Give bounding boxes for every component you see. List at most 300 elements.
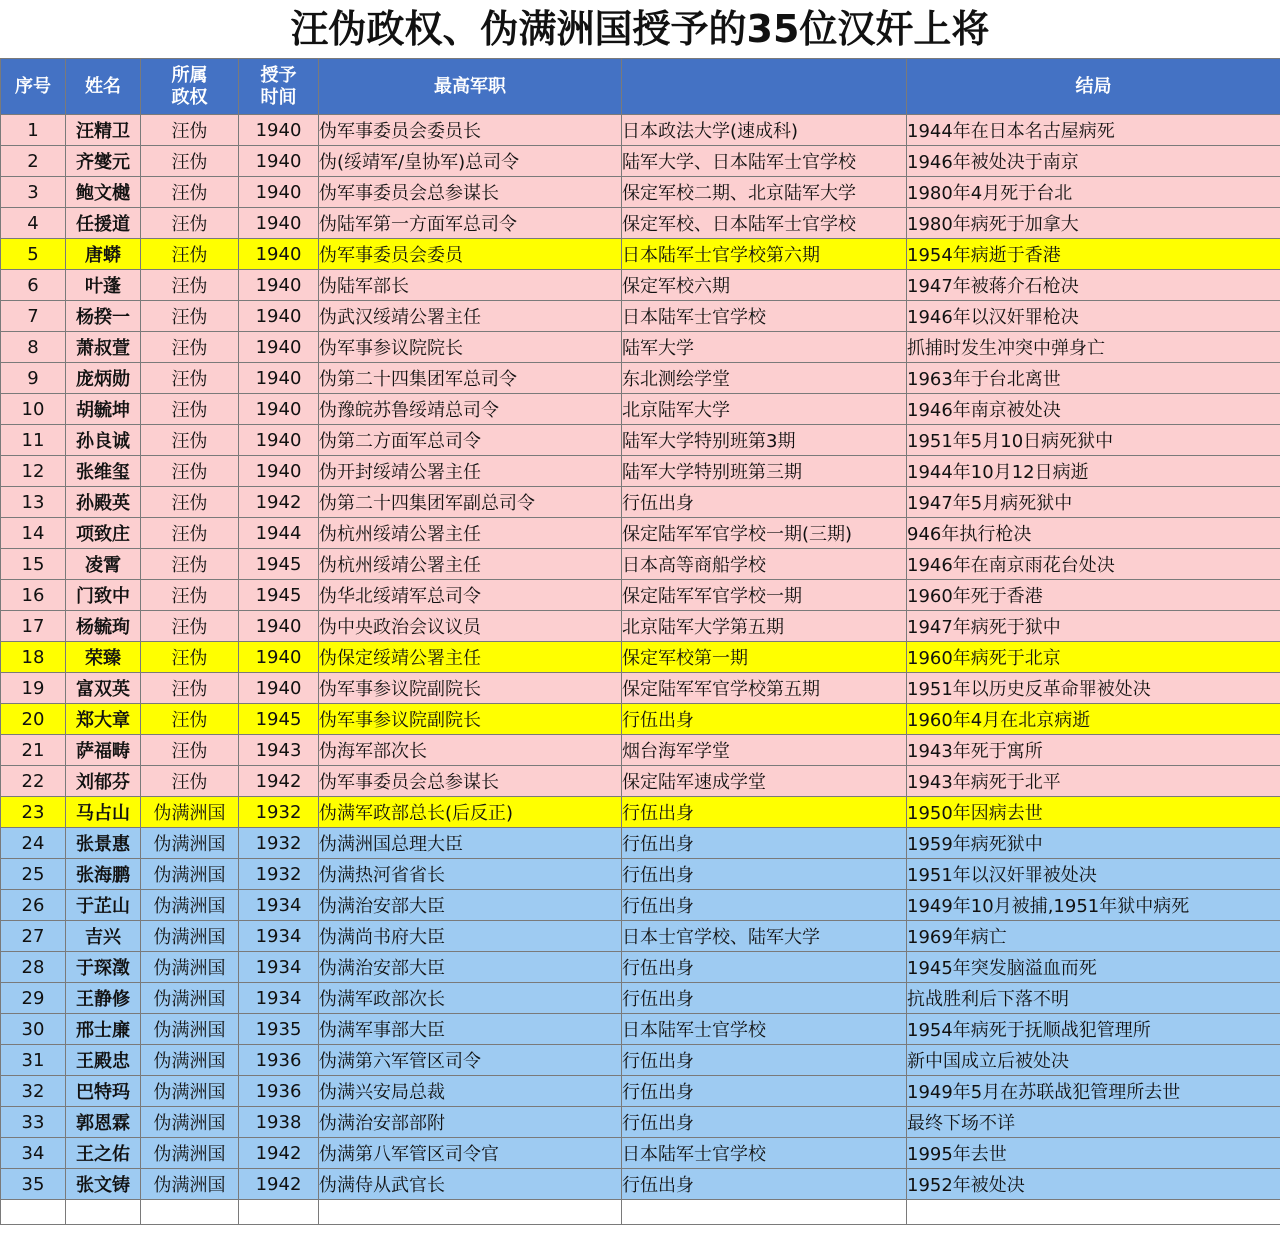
cell-year: 1944 bbox=[239, 518, 319, 549]
cell-year: 1940 bbox=[239, 425, 319, 456]
cell-education: 行伍出身 bbox=[622, 859, 907, 890]
header-year bbox=[239, 59, 319, 115]
cell-name: 王殿忠 bbox=[66, 1045, 141, 1076]
table-row bbox=[1, 115, 1280, 146]
cell-year: 1940 bbox=[239, 456, 319, 487]
cell-position: 伪开封绥靖公署主任 bbox=[319, 456, 622, 487]
empty-row bbox=[1, 1200, 1280, 1225]
cell-regime: 汪伪 bbox=[141, 208, 239, 239]
cell-outcome: 1954年病逝于香港 bbox=[907, 239, 1280, 270]
cell-position: 伪华北绥靖军总司令 bbox=[319, 580, 622, 611]
cell-position: 伪第二十四集团军副总司令 bbox=[319, 487, 622, 518]
cell-education: 行伍出身 bbox=[622, 487, 907, 518]
cell-education: 烟台海军学堂 bbox=[622, 735, 907, 766]
cell-education: 陆军大学、日本陆军士官学校 bbox=[622, 146, 907, 177]
cell-name: 孙殿英 bbox=[66, 487, 141, 518]
cell-index: 19 bbox=[1, 673, 66, 704]
cell-education: 行伍出身 bbox=[622, 704, 907, 735]
cell-position: 伪满治安部大臣 bbox=[319, 890, 622, 921]
cell-position: 伪军事委员会总参谋长 bbox=[319, 177, 622, 208]
cell-name: 王静修 bbox=[66, 983, 141, 1014]
cell-education: 陆军大学 bbox=[622, 332, 907, 363]
cell-index: 10 bbox=[1, 394, 66, 425]
cell-name: 张文铸 bbox=[66, 1169, 141, 1200]
cell-outcome: 1946年在南京雨花台处决 bbox=[907, 549, 1280, 580]
cell-outcome: 1945年突发脑溢血而死 bbox=[907, 952, 1280, 983]
cell-position: 伪军事委员会总参谋长 bbox=[319, 766, 622, 797]
cell-outcome: 1951年5月10日病死狱中 bbox=[907, 425, 1280, 456]
cell-regime: 汪伪 bbox=[141, 177, 239, 208]
cell-regime: 汪伪 bbox=[141, 642, 239, 673]
table-row bbox=[1, 270, 1280, 301]
table-row bbox=[1, 921, 1280, 952]
cell-education: 日本陆军士官学校 bbox=[622, 301, 907, 332]
cell-regime: 伪满洲国 bbox=[141, 1169, 239, 1200]
cell-outcome: 1946年以汉奸罪枪决 bbox=[907, 301, 1280, 332]
table-row bbox=[1, 704, 1280, 735]
cell-index: 29 bbox=[1, 983, 66, 1014]
cell-year: 1940 bbox=[239, 673, 319, 704]
cell-year: 1940 bbox=[239, 177, 319, 208]
cell-education: 日本陆军士官学校 bbox=[622, 1138, 907, 1169]
cell-index: 8 bbox=[1, 332, 66, 363]
cell-index: 12 bbox=[1, 456, 66, 487]
table-row bbox=[1, 208, 1280, 239]
cell-index: 35 bbox=[1, 1169, 66, 1200]
cell-index: 23 bbox=[1, 797, 66, 828]
cell-regime: 汪伪 bbox=[141, 580, 239, 611]
table-row bbox=[1, 332, 1280, 363]
cell-outcome: 1946年南京被处决 bbox=[907, 394, 1280, 425]
cell-education: 陆军大学特别班第三期 bbox=[622, 456, 907, 487]
cell-regime: 汪伪 bbox=[141, 704, 239, 735]
cell-position: 伪满兴安局总裁 bbox=[319, 1076, 622, 1107]
cell-year: 1940 bbox=[239, 301, 319, 332]
cell-index: 5 bbox=[1, 239, 66, 270]
cell-position: 伪军事参议院副院长 bbox=[319, 673, 622, 704]
table-row bbox=[1, 673, 1280, 704]
table-row bbox=[1, 797, 1280, 828]
table-row bbox=[1, 1107, 1280, 1138]
cell-education: 行伍出身 bbox=[622, 952, 907, 983]
cell-index: 1 bbox=[1, 115, 66, 146]
cell-year: 1935 bbox=[239, 1014, 319, 1045]
cell-outcome: 1960年病死于北京 bbox=[907, 642, 1280, 673]
cell-regime: 汪伪 bbox=[141, 487, 239, 518]
cell-year: 1934 bbox=[239, 890, 319, 921]
empty-cell bbox=[907, 1200, 1280, 1225]
empty-cell bbox=[141, 1200, 239, 1225]
table-row bbox=[1, 1076, 1280, 1107]
table-row bbox=[1, 394, 1280, 425]
cell-index: 22 bbox=[1, 766, 66, 797]
cell-education: 保定陆军军官学校第五期 bbox=[622, 673, 907, 704]
cell-index: 9 bbox=[1, 363, 66, 394]
cell-education: 东北测绘学堂 bbox=[622, 363, 907, 394]
table-header-row bbox=[1, 59, 1280, 115]
cell-name: 张景惠 bbox=[66, 828, 141, 859]
cell-year: 1940 bbox=[239, 642, 319, 673]
cell-education: 行伍出身 bbox=[622, 1107, 907, 1138]
cell-outcome: 1943年死于寓所 bbox=[907, 735, 1280, 766]
cell-year: 1932 bbox=[239, 797, 319, 828]
cell-regime: 伪满洲国 bbox=[141, 1045, 239, 1076]
cell-index: 28 bbox=[1, 952, 66, 983]
cell-year: 1945 bbox=[239, 580, 319, 611]
cell-index: 4 bbox=[1, 208, 66, 239]
cell-name: 孙良诚 bbox=[66, 425, 141, 456]
table-row bbox=[1, 456, 1280, 487]
cell-year: 1940 bbox=[239, 611, 319, 642]
cell-regime: 伪满洲国 bbox=[141, 921, 239, 952]
cell-outcome: 1951年以汉奸罪被处决 bbox=[907, 859, 1280, 890]
table-row bbox=[1, 363, 1280, 394]
cell-education: 行伍出身 bbox=[622, 828, 907, 859]
cell-year: 1934 bbox=[239, 921, 319, 952]
cell-outcome: 1963年于台北离世 bbox=[907, 363, 1280, 394]
cell-position: 伪军事参议院副院长 bbox=[319, 704, 622, 735]
cell-regime: 伪满洲国 bbox=[141, 1138, 239, 1169]
cell-position: 伪陆军第一方面军总司令 bbox=[319, 208, 622, 239]
cell-index: 18 bbox=[1, 642, 66, 673]
table-row bbox=[1, 859, 1280, 890]
cell-index: 6 bbox=[1, 270, 66, 301]
cell-position: 伪中央政治会议议员 bbox=[319, 611, 622, 642]
cell-outcome: 1954年病死于抚顺战犯管理所 bbox=[907, 1014, 1280, 1045]
table-row bbox=[1, 146, 1280, 177]
empty-cell bbox=[622, 1200, 907, 1225]
cell-year: 1936 bbox=[239, 1045, 319, 1076]
cell-education: 行伍出身 bbox=[622, 1169, 907, 1200]
cell-position: 伪满第六军管区司令 bbox=[319, 1045, 622, 1076]
cell-index: 26 bbox=[1, 890, 66, 921]
cell-index: 34 bbox=[1, 1138, 66, 1169]
cell-regime: 伪满洲国 bbox=[141, 983, 239, 1014]
cell-index: 7 bbox=[1, 301, 66, 332]
cell-education: 日本士官学校、陆军大学 bbox=[622, 921, 907, 952]
cell-position: 伪满热河省省长 bbox=[319, 859, 622, 890]
table-row bbox=[1, 1014, 1280, 1045]
empty-cell bbox=[66, 1200, 141, 1225]
empty-cell bbox=[319, 1200, 622, 1225]
cell-year: 1936 bbox=[239, 1076, 319, 1107]
cell-outcome: 1951年以历史反革命罪被处决 bbox=[907, 673, 1280, 704]
cell-position: 伪满治安部部附 bbox=[319, 1107, 622, 1138]
cell-regime: 汪伪 bbox=[141, 425, 239, 456]
header-regime-text: 所属政权 bbox=[171, 64, 208, 108]
cell-position: 伪满军政部次长 bbox=[319, 983, 622, 1014]
cell-name: 张海鹏 bbox=[66, 859, 141, 890]
cell-index: 14 bbox=[1, 518, 66, 549]
cell-position: 伪满军政部总长(后反正) bbox=[319, 797, 622, 828]
table-row bbox=[1, 1138, 1280, 1169]
cell-position: 伪满尚书府大臣 bbox=[319, 921, 622, 952]
table-row bbox=[1, 177, 1280, 208]
page-title: 汪伪政权、伪满洲国授予的35位汉奸上将 bbox=[290, 7, 990, 51]
cell-year: 1942 bbox=[239, 487, 319, 518]
cell-regime: 伪满洲国 bbox=[141, 890, 239, 921]
cell-regime: 汪伪 bbox=[141, 146, 239, 177]
cell-education: 行伍出身 bbox=[622, 1045, 907, 1076]
cell-regime: 汪伪 bbox=[141, 766, 239, 797]
cell-education: 保定陆军军官学校一期 bbox=[622, 580, 907, 611]
cell-name: 于琛澂 bbox=[66, 952, 141, 983]
cell-education: 保定军校、日本陆军士官学校 bbox=[622, 208, 907, 239]
cell-index: 11 bbox=[1, 425, 66, 456]
cell-education: 保定军校第一期 bbox=[622, 642, 907, 673]
cell-name: 汪精卫 bbox=[66, 115, 141, 146]
cell-position: 伪满第八军管区司令官 bbox=[319, 1138, 622, 1169]
cell-position: 伪满军事部大臣 bbox=[319, 1014, 622, 1045]
cell-regime: 汪伪 bbox=[141, 239, 239, 270]
cell-position: 伪第二方面军总司令 bbox=[319, 425, 622, 456]
cell-index: 32 bbox=[1, 1076, 66, 1107]
table-row bbox=[1, 487, 1280, 518]
cell-index: 17 bbox=[1, 611, 66, 642]
cell-position: 伪军事委员会委员 bbox=[319, 239, 622, 270]
cell-education: 北京陆军大学第五期 bbox=[622, 611, 907, 642]
cell-year: 1942 bbox=[239, 766, 319, 797]
cell-name: 萧叔萱 bbox=[66, 332, 141, 363]
cell-position: 伪满侍从武官长 bbox=[319, 1169, 622, 1200]
cell-name: 王之佑 bbox=[66, 1138, 141, 1169]
cell-year: 1940 bbox=[239, 332, 319, 363]
cell-education: 保定军校二期、北京陆军大学 bbox=[622, 177, 907, 208]
cell-name: 于芷山 bbox=[66, 890, 141, 921]
cell-outcome: 1995年去世 bbox=[907, 1138, 1280, 1169]
cell-outcome: 1980年4月死于台北 bbox=[907, 177, 1280, 208]
cell-index: 20 bbox=[1, 704, 66, 735]
cell-education: 日本高等商船学校 bbox=[622, 549, 907, 580]
table-row bbox=[1, 828, 1280, 859]
cell-name: 马占山 bbox=[66, 797, 141, 828]
cell-regime: 汪伪 bbox=[141, 456, 239, 487]
cell-outcome: 946年执行枪决 bbox=[907, 518, 1280, 549]
cell-outcome: 1952年被处决 bbox=[907, 1169, 1280, 1200]
cell-education: 行伍出身 bbox=[622, 797, 907, 828]
header-regime bbox=[141, 59, 239, 115]
table-row bbox=[1, 766, 1280, 797]
cell-name: 郭恩霖 bbox=[66, 1107, 141, 1138]
cell-name: 吉兴 bbox=[66, 921, 141, 952]
cell-outcome: 1947年被蒋介石枪决 bbox=[907, 270, 1280, 301]
generals-table bbox=[0, 58, 1280, 1225]
cell-outcome: 抓捕时发生冲突中弹身亡 bbox=[907, 332, 1280, 363]
header-index: 序号 bbox=[1, 59, 66, 115]
cell-outcome: 1949年5月在苏联战犯管理所去世 bbox=[907, 1076, 1280, 1107]
cell-index: 25 bbox=[1, 859, 66, 890]
cell-regime: 汪伪 bbox=[141, 332, 239, 363]
cell-name: 门致中 bbox=[66, 580, 141, 611]
cell-year: 1943 bbox=[239, 735, 319, 766]
cell-year: 1934 bbox=[239, 983, 319, 1014]
cell-education: 日本政法大学(速成科) bbox=[622, 115, 907, 146]
cell-year: 1940 bbox=[239, 363, 319, 394]
cell-outcome: 1947年5月病死狱中 bbox=[907, 487, 1280, 518]
cell-regime: 伪满洲国 bbox=[141, 859, 239, 890]
cell-position: 伪军事参议院院长 bbox=[319, 332, 622, 363]
cell-position: 伪军事委员会委员长 bbox=[319, 115, 622, 146]
cell-education: 行伍出身 bbox=[622, 890, 907, 921]
table-row bbox=[1, 1045, 1280, 1076]
table-row bbox=[1, 735, 1280, 766]
cell-education: 保定陆军速成学堂 bbox=[622, 766, 907, 797]
cell-position: 伪(绥靖军/皇协军)总司令 bbox=[319, 146, 622, 177]
cell-name: 胡毓坤 bbox=[66, 394, 141, 425]
cell-regime: 汪伪 bbox=[141, 549, 239, 580]
cell-education: 陆军大学特别班第3期 bbox=[622, 425, 907, 456]
cell-regime: 汪伪 bbox=[141, 735, 239, 766]
cell-outcome: 1946年被处决于南京 bbox=[907, 146, 1280, 177]
table-row bbox=[1, 518, 1280, 549]
cell-year: 1938 bbox=[239, 1107, 319, 1138]
cell-position: 伪满治安部大臣 bbox=[319, 952, 622, 983]
cell-education: 行伍出身 bbox=[622, 983, 907, 1014]
cell-name: 郑大章 bbox=[66, 704, 141, 735]
cell-index: 30 bbox=[1, 1014, 66, 1045]
table-row bbox=[1, 611, 1280, 642]
cell-name: 凌霄 bbox=[66, 549, 141, 580]
cell-regime: 汪伪 bbox=[141, 673, 239, 704]
cell-outcome: 最终下场不详 bbox=[907, 1107, 1280, 1138]
cell-name: 张维玺 bbox=[66, 456, 141, 487]
cell-education: 北京陆军大学 bbox=[622, 394, 907, 425]
cell-year: 1940 bbox=[239, 115, 319, 146]
cell-outcome: 新中国成立后被处决 bbox=[907, 1045, 1280, 1076]
cell-year: 1932 bbox=[239, 828, 319, 859]
cell-position: 伪杭州绥靖公署主任 bbox=[319, 518, 622, 549]
cell-name: 鲍文樾 bbox=[66, 177, 141, 208]
cell-position: 伪豫皖苏鲁绥靖总司令 bbox=[319, 394, 622, 425]
cell-position: 伪第二十四集团军总司令 bbox=[319, 363, 622, 394]
header-outcome: 结局 bbox=[907, 59, 1280, 115]
cell-regime: 汪伪 bbox=[141, 611, 239, 642]
cell-index: 16 bbox=[1, 580, 66, 611]
cell-outcome: 1950年因病去世 bbox=[907, 797, 1280, 828]
header-education bbox=[622, 59, 907, 115]
cell-year: 1940 bbox=[239, 270, 319, 301]
cell-name: 唐蟒 bbox=[66, 239, 141, 270]
cell-outcome: 1943年病死于北平 bbox=[907, 766, 1280, 797]
cell-position: 伪海军部次长 bbox=[319, 735, 622, 766]
table-row bbox=[1, 890, 1280, 921]
cell-name: 叶蓬 bbox=[66, 270, 141, 301]
cell-regime: 汪伪 bbox=[141, 518, 239, 549]
cell-year: 1942 bbox=[239, 1169, 319, 1200]
cell-position: 伪陆军部长 bbox=[319, 270, 622, 301]
cell-regime: 伪满洲国 bbox=[141, 1107, 239, 1138]
cell-regime: 汪伪 bbox=[141, 363, 239, 394]
cell-regime: 汪伪 bbox=[141, 394, 239, 425]
cell-outcome: 1949年10月被捕,1951年狱中病死 bbox=[907, 890, 1280, 921]
cell-regime: 伪满洲国 bbox=[141, 952, 239, 983]
cell-year: 1932 bbox=[239, 859, 319, 890]
cell-outcome: 1947年病死于狱中 bbox=[907, 611, 1280, 642]
cell-position: 伪杭州绥靖公署主任 bbox=[319, 549, 622, 580]
cell-index: 33 bbox=[1, 1107, 66, 1138]
cell-name: 杨揆一 bbox=[66, 301, 141, 332]
cell-year: 1940 bbox=[239, 208, 319, 239]
cell-outcome: 抗战胜利后下落不明 bbox=[907, 983, 1280, 1014]
header-name: 姓名 bbox=[66, 59, 141, 115]
cell-name: 杨毓珣 bbox=[66, 611, 141, 642]
cell-index: 15 bbox=[1, 549, 66, 580]
cell-name: 齐燮元 bbox=[66, 146, 141, 177]
empty-cell bbox=[1, 1200, 66, 1225]
cell-index: 13 bbox=[1, 487, 66, 518]
cell-education: 保定军校六期 bbox=[622, 270, 907, 301]
cell-name: 富双英 bbox=[66, 673, 141, 704]
cell-education: 保定陆军军官学校一期(三期) bbox=[622, 518, 907, 549]
cell-outcome: 1944年10月12日病逝 bbox=[907, 456, 1280, 487]
cell-name: 任援道 bbox=[66, 208, 141, 239]
cell-index: 3 bbox=[1, 177, 66, 208]
cell-outcome: 1959年病死狱中 bbox=[907, 828, 1280, 859]
cell-outcome: 1944年在日本名古屋病死 bbox=[907, 115, 1280, 146]
header-year-text: 授予时间 bbox=[260, 64, 297, 108]
table-row bbox=[1, 239, 1280, 270]
table-row bbox=[1, 642, 1280, 673]
cell-name: 庞炳勋 bbox=[66, 363, 141, 394]
cell-name: 萨福畴 bbox=[66, 735, 141, 766]
cell-regime: 伪满洲国 bbox=[141, 797, 239, 828]
cell-outcome: 1980年病死于加拿大 bbox=[907, 208, 1280, 239]
table-row bbox=[1, 301, 1280, 332]
cell-education: 日本陆军士官学校第六期 bbox=[622, 239, 907, 270]
cell-year: 1942 bbox=[239, 1138, 319, 1169]
empty-cell bbox=[239, 1200, 319, 1225]
cell-year: 1945 bbox=[239, 549, 319, 580]
cell-index: 24 bbox=[1, 828, 66, 859]
cell-name: 项致庄 bbox=[66, 518, 141, 549]
cell-regime: 伪满洲国 bbox=[141, 1076, 239, 1107]
cell-name: 邢士廉 bbox=[66, 1014, 141, 1045]
cell-outcome: 1969年病亡 bbox=[907, 921, 1280, 952]
cell-position: 伪武汉绥靖公署主任 bbox=[319, 301, 622, 332]
cell-index: 2 bbox=[1, 146, 66, 177]
cell-index: 27 bbox=[1, 921, 66, 952]
cell-year: 1940 bbox=[239, 394, 319, 425]
cell-name: 刘郁芬 bbox=[66, 766, 141, 797]
cell-index: 31 bbox=[1, 1045, 66, 1076]
table-row bbox=[1, 549, 1280, 580]
table-body bbox=[1, 115, 1280, 1225]
cell-year: 1945 bbox=[239, 704, 319, 735]
cell-regime: 汪伪 bbox=[141, 270, 239, 301]
cell-education: 日本陆军士官学校 bbox=[622, 1014, 907, 1045]
cell-year: 1940 bbox=[239, 146, 319, 177]
cell-index: 21 bbox=[1, 735, 66, 766]
cell-position: 伪满洲国总理大臣 bbox=[319, 828, 622, 859]
cell-outcome: 1960年死于香港 bbox=[907, 580, 1280, 611]
cell-education: 行伍出身 bbox=[622, 1076, 907, 1107]
cell-regime: 汪伪 bbox=[141, 301, 239, 332]
cell-name: 荣臻 bbox=[66, 642, 141, 673]
cell-position: 伪保定绥靖公署主任 bbox=[319, 642, 622, 673]
cell-outcome: 1960年4月在北京病逝 bbox=[907, 704, 1280, 735]
cell-year: 1934 bbox=[239, 952, 319, 983]
cell-regime: 伪满洲国 bbox=[141, 828, 239, 859]
table-row bbox=[1, 580, 1280, 611]
cell-regime: 伪满洲国 bbox=[141, 1014, 239, 1045]
header-position: 最高军职 bbox=[319, 59, 622, 115]
cell-name: 巴特玛 bbox=[66, 1076, 141, 1107]
cell-regime: 汪伪 bbox=[141, 115, 239, 146]
table-row bbox=[1, 425, 1280, 456]
table-row bbox=[1, 952, 1280, 983]
table-row bbox=[1, 1169, 1280, 1200]
cell-year: 1940 bbox=[239, 239, 319, 270]
